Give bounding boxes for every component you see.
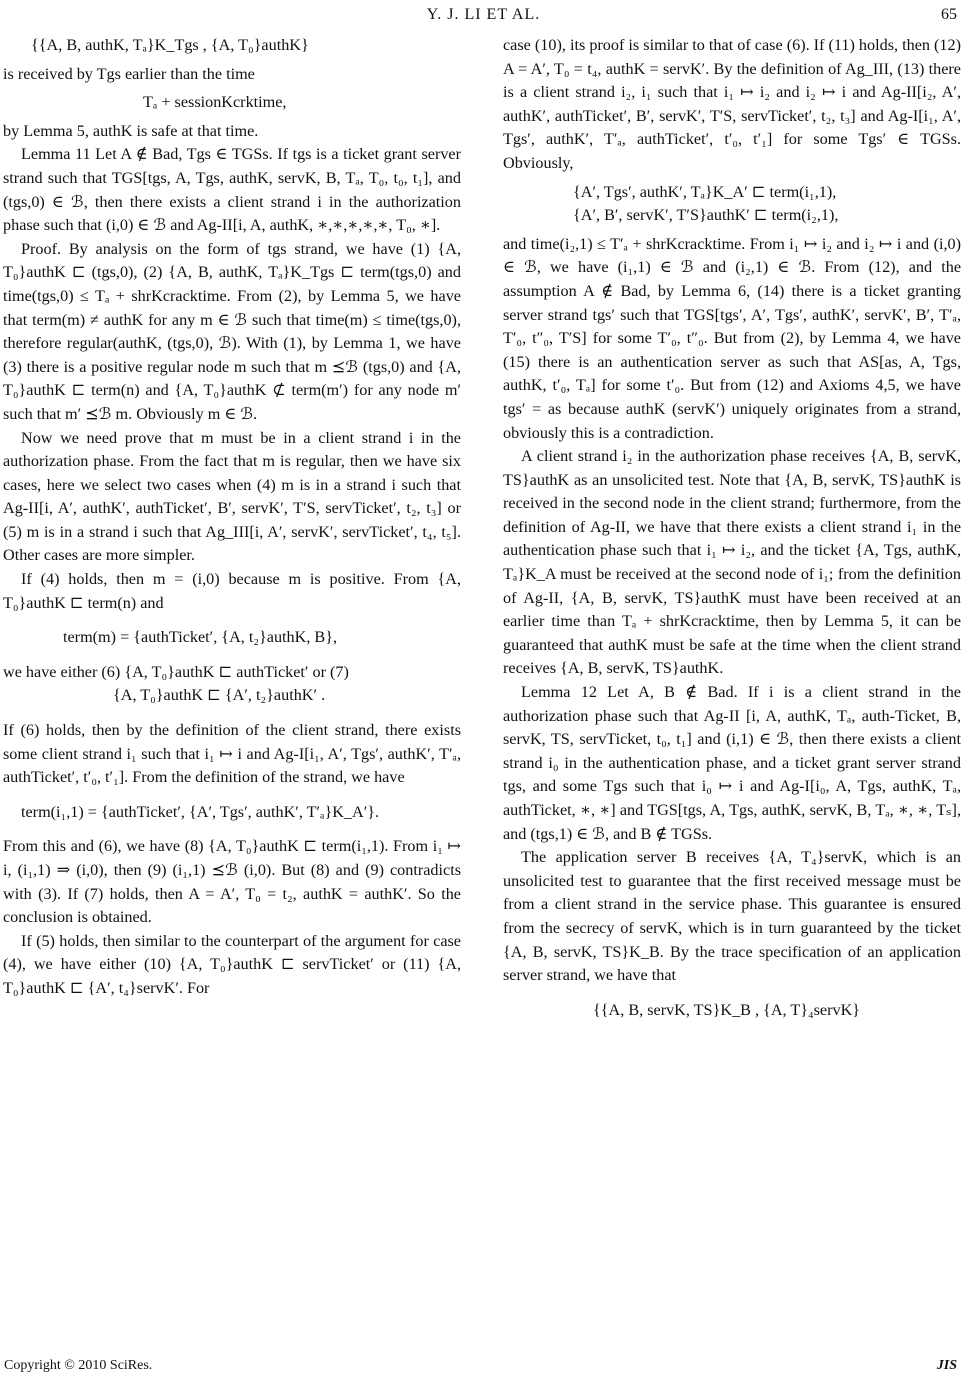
equation-time-bound: Tₐ + sessionKcrktime, bbox=[143, 93, 287, 112]
left-column bbox=[3, 34, 461, 1349]
lemma-11: Lemma 11 Let A ∉ Bad, Tgs ∈ TGSs. If tgs is a ticket grant server strand such that TGS[tgs, A, Tgs, authK, servK, B, Tₐ, T₀, t₀, t₁], and (tgs,0) ∈ ℬ, then there exists a client strand i in the authorization phase such that (i,0) ∈ ℬ and Ag-II[i, A, authK, ∗,∗,∗,∗,∗, T₀, ∗]. bbox=[3, 145, 461, 235]
proof-paragraph: Proof. By analysis on the form of tgs strand, we have (1) {A, T₀}authK ⊏ (tgs,0), (2) {A, B, authK, Tₐ}K_Tgs ⊏ term(tgs,0) and time(tgs,0) ≤ Tₐ + shrKcracktime. From (2), by Lemma 5, we have that term(m) ≠ authK for any m ∈ ℬ such that time(m) ≤ time(tgs,0), therefore regular(authK, (tgs,0), ℬ). With (1), by Lemma 1, we have (3) there is a positive regular node m such that m ⪯ℬ (tgs,0) and {A, T₀}authK ⊏ term(n) and {A, T₀}authK ⊄ term(m′) for any node m′ such that m′ ⪯ℬ m. Obviously m ∈ ℬ. bbox=[3, 239, 461, 423]
paragraph: If (5) holds, then similar to the counterpart of the argument for case (4), we have either (10) {A, T₀}authK ⊏ servTicket′ or (11) {A, T₀}authK ⊏ {A′, t₄}servK′. For bbox=[3, 931, 461, 997]
equation-term-i2-1: {A′, B′, servK′, T′S}authK′ ⊏ term(i₂,1), bbox=[573, 206, 839, 225]
journal-abbreviation: JIS bbox=[936, 1358, 957, 1373]
paragraph: by Lemma 5, authK is safe at that time. bbox=[3, 121, 259, 140]
running-header bbox=[0, 6, 967, 28]
paragraph: case (10), its proof is similar to that of case (6). If (11) holds, then (12) A = A′, T₀ = t₄, authK = servK′. By the definition of Ag_III, (13) there is a client strand i₂, i₁ such that i₁ ↦ i₂ and i₂ ↦ i and Ag-II[i₂, A′, authK′, authTicket′, B′, servK′, T′S, servTicket′, t₂, t₃] and Ag-I[i₁, A′, Tgs′, authK′, T′ₐ, authTicket′, t′₀, t′₁] for some Tgs′ ∈ TGSs. Obviously, bbox=[503, 36, 961, 172]
equation-received-tickets: {{A, B, authK, Tₐ}K_Tgs , {A, T₀}authK} bbox=[31, 36, 309, 54]
equation-term-i1-1: {A′, Tgs′, authK′, Tₐ}K_A′ ⊏ term(i₁,1), bbox=[573, 182, 837, 201]
page-footer bbox=[0, 1358, 967, 1378]
page-number: 65 bbox=[941, 6, 957, 23]
paragraph: The application server B receives {A, T₄}servK, which is an unsolicited test to guarantee that the first received message must be from a client strand in the service phase. This guarantee is ensured from the secrecy of servK, which is in turn guaranteed by the ticket {A, B, servK, TS}K_B. By the trace specification of an application server strand, we have that bbox=[503, 848, 961, 985]
right-column bbox=[503, 34, 961, 1349]
paragraph: we have either (6) {A, T₀}authK ⊏ authTicket′ or (7) bbox=[3, 662, 349, 681]
paragraph: and time(i₂,1) ≤ T′ₐ + shrKcracktime. From i₁ ↦ i₂ and i₂ ↦ i and (i,0) ∈ ℬ, we have (i₁,1) ∈ ℬ and (i₂,1) ∈ ℬ. From (12), and the assumption A ∉ Bad, by Lemma 6, (14) there is a ticket granting server strand tgs′ such that TGS[tgs′, A′, Tgs′, authK′, servK′, B′, T′ₐ, T′₀, t″₀, T′S] for some T′₀, t″₀. But from (2), by Lemma 4, we have (15) there is an authentication server as such that AS[as, A, Tgs, authK, t′₀, Tₐ] for some t′₀. But from (12) and Axioms 4,5, we have tgs′ = as because authK (servK′) uniquely originates from a strand, obviously this is a contradiction. bbox=[503, 234, 961, 442]
paragraph: If (4) holds, then m = (i,0) because m is positive. From {A, T₀}authK ⊏ term(n) and bbox=[3, 570, 461, 612]
equation-app-server-trace: {{A, B, servK, TS}K_B , {A, T}₄servK} bbox=[593, 1000, 861, 1019]
equation-case-7: {A, T₀}authK ⊏ {A′, t₂}authK′ . bbox=[113, 686, 326, 705]
lemma-12: Lemma 12 Let A, B ∉ Bad. If i is a client strand in the authorization phase such that Ag-II [i, A, authK, Tₐ, auth-Ticket, B, servK, TS, servTicket, t₀, t₁] and (i,1) ∈ ℬ, then there exists a client strand i₀ in the authentication phase, and a ticket grant server strand tgs, and some Tgs such that i₀ ↦ i and Ag-I[i₀, A, Tgs, authK, Tₐ, authTicket, ∗, ∗] and TGS[tgs, A, Tgs, authK, servK, B, Tₐ, ∗, ∗, Tₛ], and (tgs,1) ∈ ℬ, and B ∉ TGSs. bbox=[503, 683, 961, 843]
running-title: Y. J. LI ET AL. bbox=[426, 6, 541, 23]
paragraph: If (6) holds, then by the definition of the client strand, there exists some client strand i₁ such that i₁ ↦ i and Ag-I[i₁, A′, Tgs′, authK′, T′ₐ, authTicket′, t′₀, t′₁]. From the definition of the strand, we have bbox=[3, 721, 461, 787]
paragraph: Now we need prove that m must be in a client strand i in the authorization phase. From the fact that m is regular, then we have six cases, here we select two cases when (4) m is in a strand i such that Ag-II[i, A′, authK′, authTicket′, B′, servK′, T′S, servTicket′, t₂, t₃] or (5) m is in a strand i such that Ag_III[i, A′, servK′, servTicket′, t₄, t₅]. Other cases are more simpler. bbox=[3, 428, 461, 565]
equation-term-i1: term(i₁,1) = {authTicket′, {A′, Tgs′, authK′, T′ₐ}K_A′}. bbox=[21, 802, 380, 821]
equation-term-m: term(m) = {authTicket′, {A, t₂}authK, B}, bbox=[63, 628, 338, 647]
paragraph: From this and (6), we have (8) {A, T₀}authK ⊏ term(i₁,1). From i₁ ↦ i, (i₁,1) ⇒ (i,0), then (9) (i₁,1) ⪯ℬ (i,0). But (8) and (9) contradicts with (3). If (7) holds, then A = A′, T₀ = t₂, authK = authK′. So the conclusion is obtained. bbox=[3, 837, 461, 927]
paragraph: A client strand i₂ in the authorization phase receives {A, B, servK, TS}authK as an unsolicited test. Note that {A, B, servK, TS}authK is received in the second node in the client strand; furthermore, from the definition of Ag-II, we have that there exists a client strand i₁ in the authentication phase such that i₁ ↦ i₂, and the ticket {A, Tgs, authK, Tₐ}K_A must be received at the second node of i₁; from the definition of Ag-II, {A, B, servK, TS}authK must have been received at an earlier time than Tₐ + shrKcracktime, then by Lemma 5, it can be guaranteed that authK must be safe at the time when the client strand receives {A, B, servK, TS}authK. bbox=[503, 447, 961, 678]
paragraph: is received by Tgs earlier than the time bbox=[3, 64, 255, 83]
copyright-notice: Copyright © 2010 SciRes. bbox=[4, 1358, 153, 1373]
